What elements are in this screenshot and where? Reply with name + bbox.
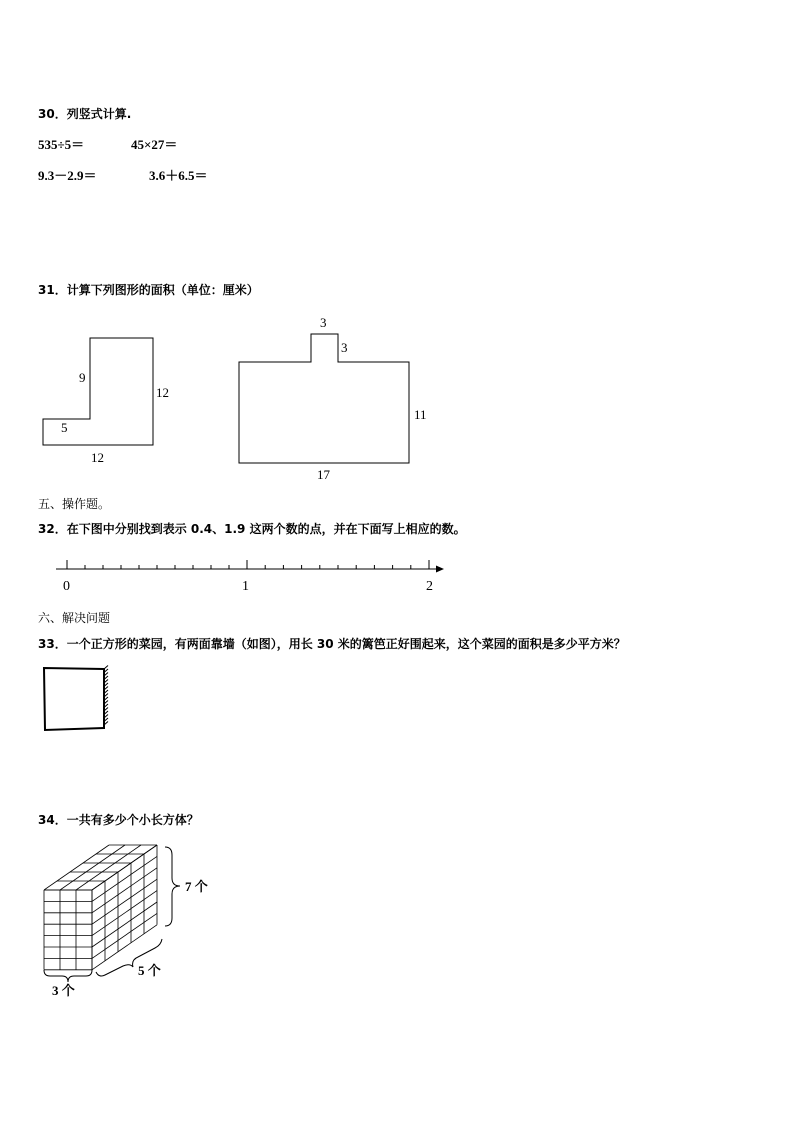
axis-label-1: 1 <box>242 579 249 594</box>
top-line <box>60 845 125 890</box>
q30-item-1: 535÷5＝ <box>38 137 85 152</box>
label-3-side: 3 <box>341 340 348 355</box>
label-3-top: 3 <box>320 315 327 330</box>
q33-title: 33．一个正方形的菜园，有两面靠墙（如图），用长 30 米的篱笆正好围起来，这个菜园的面积是多少平方米？ <box>38 637 626 651</box>
side-line <box>92 879 157 924</box>
q30-item-4: 3.6＋6.5＝ <box>149 168 208 183</box>
brace-width <box>44 970 92 982</box>
section-5-title: 五、操作题。 <box>38 497 111 511</box>
axis-label-2: 2 <box>426 579 433 594</box>
label-5: 5 <box>61 420 68 435</box>
q30-item-2: 45×27＝ <box>131 137 178 152</box>
label-17: 17 <box>317 467 330 482</box>
section-6-title: 六、解决问题 <box>38 611 111 625</box>
q30-item-3: 9.3－2.9＝ <box>38 168 97 183</box>
label-width: 3 个 <box>52 983 75 998</box>
label-9: 9 <box>79 370 86 385</box>
label-depth: 5 个 <box>138 963 161 978</box>
label-12-bottom: 12 <box>91 450 104 465</box>
side-line <box>92 868 157 913</box>
cuboid-grid <box>44 845 157 970</box>
side-line <box>92 902 157 947</box>
axis-label-0: 0 <box>63 579 70 594</box>
q31-title: 31．计算下列图形的面积（单位：厘米） <box>38 283 259 297</box>
label-11: 11 <box>414 407 427 422</box>
top-line <box>44 845 109 890</box>
q32-title: 32．在下图中分别找到表示 0.4、1.9 这两个数的点，并在下面写上相应的数。 <box>38 522 466 536</box>
q34-title: 34．一共有多少个小长方体？ <box>38 813 199 827</box>
q30-title: 30．列竖式计算. <box>38 107 132 121</box>
label-12-right: 12 <box>156 385 169 400</box>
label-height: 7 个 <box>185 879 208 894</box>
brace-height <box>165 847 180 926</box>
side-line <box>92 891 157 936</box>
side-line <box>92 845 157 890</box>
